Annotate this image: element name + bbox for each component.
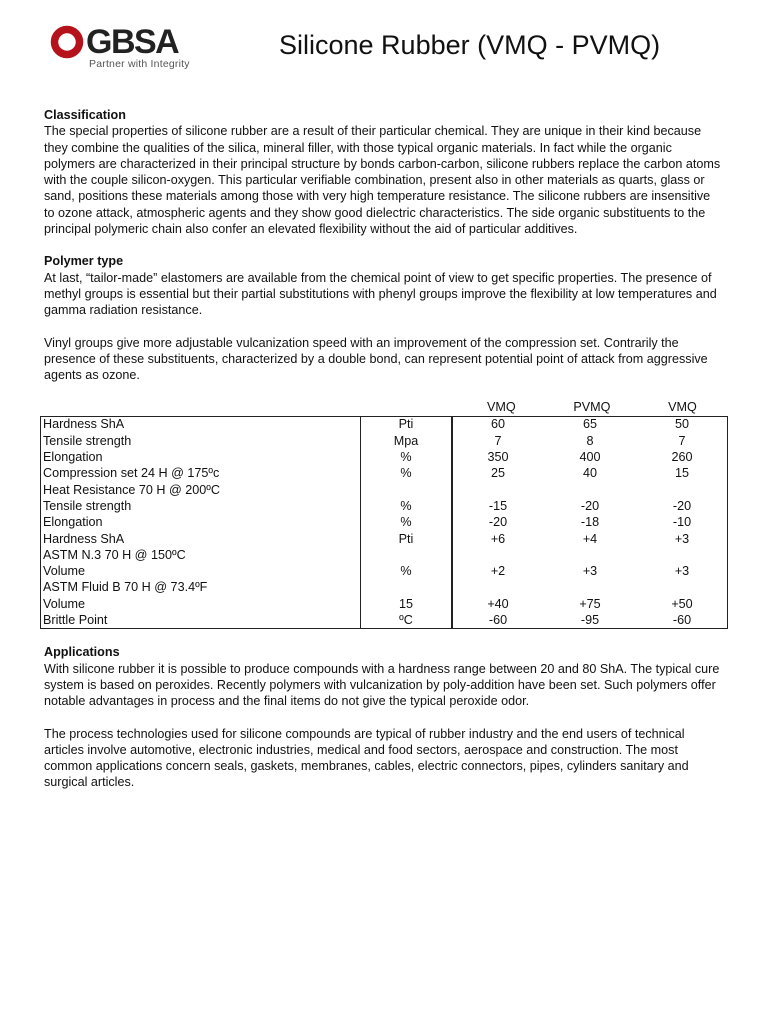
properties-table bbox=[40, 399, 728, 628]
row-value-pvmq: +75 bbox=[579, 596, 601, 611]
polymer-type-heading: Polymer type bbox=[44, 254, 124, 269]
row-value-vmq-2 bbox=[636, 482, 728, 498]
row-unit: ºC bbox=[399, 613, 413, 628]
row-value-pvmq: -95 bbox=[580, 613, 600, 628]
row-unit: % bbox=[400, 450, 412, 465]
row-value-pvmq bbox=[544, 482, 636, 498]
table-row bbox=[40, 563, 728, 579]
row-unit: Pti bbox=[398, 531, 414, 546]
row-value-pvmq: 8 bbox=[586, 433, 594, 448]
row-value-vmq: 350 bbox=[487, 450, 509, 465]
row-label: Hardness ShA bbox=[43, 531, 125, 546]
logo-tagline: Partner with Integrity bbox=[89, 58, 190, 70]
row-value-vmq-2: 260 bbox=[671, 450, 693, 465]
row-value-vmq: -15 bbox=[488, 498, 508, 513]
row-unit bbox=[360, 547, 452, 563]
row-label: Volume bbox=[43, 596, 86, 611]
row-value-vmq: -60 bbox=[488, 613, 508, 628]
table-row bbox=[40, 514, 728, 530]
row-value-vmq-2: 15 bbox=[674, 466, 689, 481]
applications-paragraph-2: The process technologies used for silicone compounds are typical of rubber industry and the end users of technical articles involve automotive, electronic industries, medical and food sectors, aerospace and construction. The most common applications concern seals, gaskets, membranes, cables, electric connectors, pipes, cylinders sanitary and surgical articles. bbox=[44, 726, 689, 790]
row-value-vmq: -20 bbox=[488, 515, 508, 530]
row-value-vmq: 25 bbox=[490, 466, 505, 481]
table-row bbox=[40, 531, 728, 547]
table-row bbox=[40, 612, 728, 628]
row-unit: % bbox=[400, 466, 412, 481]
table-row bbox=[40, 449, 728, 465]
row-unit: % bbox=[400, 498, 412, 513]
table-row bbox=[40, 416, 728, 432]
table-header bbox=[40, 399, 728, 416]
row-value-vmq-2: -60 bbox=[672, 613, 692, 628]
row-value-vmq: 7 bbox=[494, 433, 502, 448]
column-header-2: PVMQ bbox=[573, 400, 611, 415]
table-row bbox=[40, 482, 728, 498]
row-value-vmq bbox=[452, 482, 544, 498]
document-body bbox=[44, 107, 724, 791]
row-label: ASTM N.3 70 H @ 150ºC bbox=[43, 547, 186, 562]
row-value-vmq-2: 7 bbox=[678, 433, 686, 448]
classification-paragraph: The special properties of silicone rubber are a result of their particular chemical. They are unique in their kind because they combine the qualities of the silica, mineral filler, with those typical organic materials. In fact while the organic polymers are characterized in their principal structure by bonds carbon-carbon, silicone rubbers replace the carbon atoms with the couple silicon-oxygen. This particular verifiable combination, present also in other materials as quarts, glass or sand, positions these materials among those with very high temperature resistance. The silicone rubbers are insensitive to ozone attack, atmospheric agents and they show good dielectric characteristics. The side organic substituents to the principal polymeric chain also confer an elevated flexibility without the aid of particular additives. bbox=[44, 124, 721, 237]
table-row bbox=[40, 498, 728, 514]
table-row bbox=[40, 596, 728, 612]
row-value-pvmq: +3 bbox=[582, 564, 598, 579]
row-value-pvmq: -20 bbox=[580, 498, 600, 513]
row-unit: Pti bbox=[398, 417, 414, 432]
page-title: Silicone Rubber (VMQ - PVMQ) bbox=[279, 30, 661, 60]
row-label: Tensile strength bbox=[43, 433, 132, 448]
row-unit bbox=[360, 482, 452, 498]
row-value-pvmq: 400 bbox=[579, 450, 601, 465]
row-unit bbox=[360, 579, 452, 595]
company-logo bbox=[50, 24, 215, 72]
column-header-3: VMQ bbox=[668, 400, 697, 415]
applications-paragraph-1: With silicone rubber it is possible to produce compounds with a hardness range between 20 and 80 ShA. The typical cure system is based on peroxides. Recently polymers with vulcanization by poly-addition have been set. Such polymers offer notable advantages in process and the final items do not give the typical peroxide odor. bbox=[44, 661, 720, 709]
table-row bbox=[40, 547, 728, 563]
properties-table-body bbox=[40, 416, 728, 628]
logo-letters: GBSA bbox=[86, 23, 179, 61]
row-value-vmq-2: 50 bbox=[674, 417, 689, 432]
row-value-pvmq: 65 bbox=[582, 417, 597, 432]
row-value-vmq-2: -10 bbox=[672, 515, 692, 530]
column-header-1: VMQ bbox=[486, 400, 516, 415]
row-label: Hardness ShA bbox=[43, 417, 125, 432]
row-value-vmq: 60 bbox=[490, 417, 505, 432]
row-label: Volume bbox=[43, 564, 86, 579]
row-value-vmq-2 bbox=[636, 579, 728, 595]
row-value-vmq: +40 bbox=[487, 596, 509, 611]
classification-heading: Classification bbox=[44, 108, 126, 122]
row-label: ASTM Fluid B 70 H @ 73.4ºF bbox=[43, 580, 208, 595]
polymer-type-paragraph-1: At last, “tailor-made” elastomers are available from the chemical point of view to get specific properties. The presence of methyl groups is essential but their partial substitutions with phenyl groups improve the flexibility at low temperatures and gamma radiation resistance. bbox=[44, 270, 717, 318]
row-value-vmq-2 bbox=[636, 547, 728, 563]
row-value-pvmq bbox=[544, 547, 636, 563]
row-unit: Mpa bbox=[393, 433, 419, 448]
row-value-vmq-2: +50 bbox=[671, 596, 693, 611]
row-value-pvmq: -18 bbox=[580, 515, 600, 530]
polymer-type-paragraph-2: Vinyl groups give more adjustable vulcanization speed with an improvement of the compression set. Contrarily the presence of these substituents, characterized by a double bond, can represent potential point of attack from aggressive agents as ozone. bbox=[44, 335, 708, 383]
row-label: Compression set 24 H @ 175ºc bbox=[43, 466, 220, 481]
row-value-vmq bbox=[452, 547, 544, 563]
row-label: Elongation bbox=[43, 450, 103, 465]
row-value-vmq bbox=[452, 579, 544, 595]
row-value-pvmq: +4 bbox=[582, 531, 598, 546]
row-value-vmq-2: +3 bbox=[674, 564, 690, 579]
table-row bbox=[40, 465, 728, 481]
row-label: Heat Resistance 70 H @ 200ºC bbox=[43, 482, 220, 497]
row-label: Elongation bbox=[43, 515, 103, 530]
applications-heading: Applications bbox=[44, 645, 120, 660]
row-unit: % bbox=[400, 564, 412, 579]
row-label: Tensile strength bbox=[43, 498, 132, 513]
row-value-pvmq: 40 bbox=[582, 466, 597, 481]
table-row bbox=[40, 433, 728, 449]
row-unit: 15 bbox=[398, 596, 413, 611]
row-label: Brittle Point bbox=[43, 613, 108, 628]
row-value-vmq-2: -20 bbox=[672, 498, 692, 513]
row-value-vmq-2: +3 bbox=[674, 531, 690, 546]
row-value-pvmq bbox=[544, 579, 636, 595]
table-row bbox=[40, 579, 728, 595]
row-value-vmq: +6 bbox=[490, 531, 506, 546]
row-value-vmq: +2 bbox=[490, 564, 506, 579]
row-unit: % bbox=[400, 515, 412, 530]
